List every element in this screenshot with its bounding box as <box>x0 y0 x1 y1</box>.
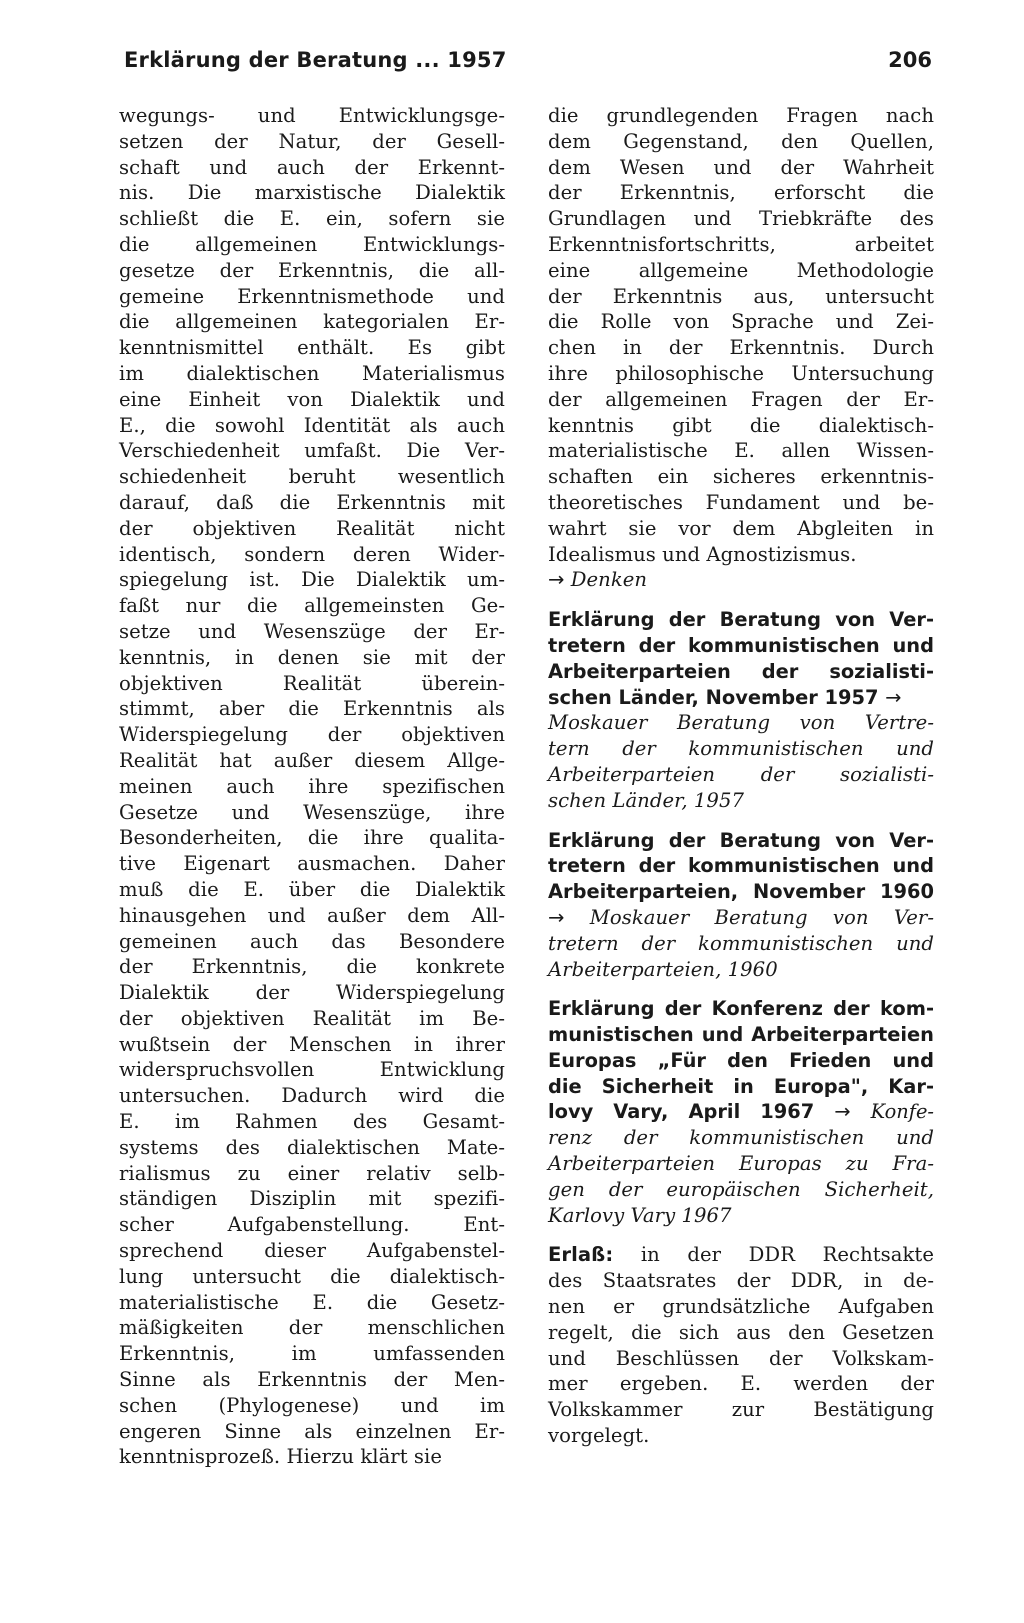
text-line: und Beschlüssen der Volkskam- <box>548 1346 934 1370</box>
entry-heading-line <box>548 1099 934 1125</box>
text-line: der allgemeinen Fragen der Er- <box>548 387 934 411</box>
text-line: die Rolle von Sprache und Zei- <box>548 310 934 334</box>
text-line: ständigen Disziplin mit spezifi- <box>119 1187 505 1211</box>
text-line: schließt die E. ein, sofern sie <box>119 207 505 231</box>
text-line: der objektiven Realität im Be- <box>119 1006 505 1030</box>
text-line: Verschiedenheit umfaßt. Die Ver- <box>119 439 505 463</box>
entry-heading-line <box>548 828 934 854</box>
left-column <box>119 103 505 1470</box>
text-line: faßt nur die allgemeinsten Ge- <box>119 594 505 618</box>
text-line: vorgelegt. <box>548 1424 650 1448</box>
cross-reference-target: tern der kommunistischen und <box>548 737 934 761</box>
text-line: die allgemeinen Entwicklungs- <box>119 232 505 256</box>
arrow-icon: → <box>548 568 565 592</box>
running-head: Erklärung der Beratung ... 1957 <box>124 48 507 72</box>
cross-reference-target: Arbeiterparteien, 1960 <box>548 957 778 981</box>
text-line: dem Wesen und der Wahrheit <box>548 155 934 179</box>
text-line: lung untersucht die dialektisch- <box>119 1264 505 1288</box>
text-line: Idealismus und Agnostizismus. <box>548 542 857 566</box>
entry-heading-text: Arbeiterparteien der sozialisti- <box>548 659 934 683</box>
text-line: theoretisches Fundament und be- <box>548 490 934 514</box>
text-line: schiedenheit beruht wesentlich <box>119 465 505 489</box>
dictionary-entry <box>548 1242 934 1448</box>
entry-heading-line <box>548 685 934 711</box>
entry-heading-line <box>548 853 934 879</box>
text-line: setzen der Natur, der Gesell- <box>119 129 505 153</box>
text-line: materialistische E. die Gesetz- <box>119 1290 505 1314</box>
text-line: gemeine Erkenntnismethode und <box>119 284 505 308</box>
cross-reference-line <box>548 736 934 762</box>
text-line: hinausgehen und außer dem All- <box>119 903 505 927</box>
entry-heading-text: munistischen und Arbeiterparteien <box>548 1023 934 1047</box>
text-line: stimmt, aber die Erkenntnis als <box>119 697 505 721</box>
entry-heading-text: tretern der kommunistischen und <box>548 633 934 657</box>
text-line: Realität hat außer diesem Allge- <box>119 748 505 772</box>
text-line: regelt, die sich aus den Gesetzen <box>548 1320 934 1344</box>
text-line: tive Eigenart ausmachen. Daher <box>119 852 505 876</box>
text-line: wegungs- und Entwicklungsge- <box>119 104 505 127</box>
text-line: systems des dialektischen Mate- <box>119 1135 505 1159</box>
cross-reference-target: Moskauer Beratung von Ver- <box>589 905 935 929</box>
right-column <box>548 103 934 1463</box>
text-line: mäßigkeiten der menschlichen <box>119 1316 505 1340</box>
text-line: objektiven Realität überein- <box>119 671 505 695</box>
cross-reference-line <box>548 710 934 736</box>
text-line: gemeinen auch das Besondere <box>119 929 505 953</box>
cross-reference-line <box>548 905 934 931</box>
text-line: Besonderheiten, die ihre qualita- <box>119 826 505 850</box>
arrow-icon: → <box>885 685 902 709</box>
page-number: 206 <box>888 48 932 72</box>
entry-heading-line <box>548 996 934 1022</box>
text-line: Grundlagen und Triebkräfte des <box>548 207 934 231</box>
text-line: kenntnis, in denen sie mit der <box>119 645 505 669</box>
text-line: ihre philosophische Untersuchung <box>548 361 934 385</box>
entry-heading-text: die Sicherheit in Europa", Kar- <box>548 1074 934 1098</box>
text-line: wußtsein der Menschen in ihrer <box>119 1032 505 1056</box>
text-line: eine allgemeine Methodologie <box>548 258 934 282</box>
cross-reference-target: renz der kommunistischen und <box>548 1126 934 1150</box>
text-line: der Erkenntnis, die konkrete <box>119 955 505 979</box>
text-line: schaften ein sicheres erkenntnis- <box>548 465 934 489</box>
entry-heading-line <box>548 633 934 659</box>
entry-text: in der DDR Rechtsakte <box>640 1243 934 1267</box>
text-line: meinen auch ihre spezifischen <box>119 774 505 798</box>
cross-reference-line <box>548 957 934 983</box>
text-line: Volkskammer zur Bestätigung <box>548 1398 934 1422</box>
text-line: Gesetze und Wesenszüge, ihre <box>119 800 505 824</box>
text-line: der Erkenntnis aus, untersucht <box>548 284 934 308</box>
text-line: nis. Die marxistische Dialektik <box>119 181 505 205</box>
cross-reference-target: Moskauer Beratung von Vertre- <box>548 711 934 735</box>
entry-heading-line <box>548 879 934 905</box>
text-line: spiegelung ist. Die Dialektik um- <box>119 568 505 592</box>
text-line: rialismus zu einer relativ selb- <box>119 1161 505 1185</box>
cross-reference-line <box>548 1151 934 1177</box>
text-line: setze und Wesenszüge der Er- <box>119 619 505 643</box>
entry-heading-text: Arbeiterparteien, November 1960 <box>548 880 934 904</box>
text-line: gesetze der Erkenntnis, die all- <box>119 258 505 282</box>
text-line: scher Aufgabenstellung. Ent- <box>119 1213 505 1237</box>
entry-heading-text: Europas „Für den Frieden und <box>548 1048 934 1072</box>
text-line: chen in der Erkenntnis. Durch <box>548 336 934 360</box>
cross-reference-target: tretern der kommunistischen und <box>548 931 934 955</box>
arrow-icon: → <box>548 905 565 929</box>
text-line: die allgemeinen kategorialen Er- <box>119 310 505 334</box>
entry-heading-text: schen Länder, November 1957 <box>548 685 879 709</box>
dictionary-entry <box>548 828 934 983</box>
cross-reference-line <box>548 1203 934 1229</box>
text-line: schaft und auch der Erkennt- <box>119 155 505 179</box>
cross-reference-line <box>548 788 934 814</box>
cross-reference-target: Denken <box>570 568 648 592</box>
entry-heading-line <box>548 1048 934 1074</box>
entry-heading-text: Erklärung der Beratung von Ver- <box>548 608 934 632</box>
text-line: Erkenntnis, im umfassenden <box>119 1342 505 1366</box>
entry-heading-text: tretern der kommunistischen und <box>548 854 934 878</box>
text-line: nen er grundsätzliche Aufgaben <box>548 1295 934 1319</box>
text-line: Dialektik der Widerspiegelung <box>119 981 505 1005</box>
dictionary-entry <box>548 607 934 813</box>
text-line: sprechend dieser Aufgabenstel- <box>119 1239 505 1263</box>
entry-heading-text: Erklärung der Beratung von Ver- <box>548 828 934 852</box>
continuation-block <box>548 103 934 593</box>
arrow-icon: → <box>834 1100 851 1124</box>
entry-heading-line <box>548 1022 934 1048</box>
entry-first-line <box>548 1242 934 1268</box>
text-line: E., die sowohl Identität als auch <box>119 413 505 437</box>
page-header <box>124 48 932 84</box>
entry-heading-text: lovy Vary, April 1967 <box>548 1100 815 1124</box>
text-line: des Staatsrates der DDR, in de- <box>548 1269 934 1293</box>
text-line: identisch, sondern deren Wider- <box>119 542 505 566</box>
text-line: materialistische E. allen Wissen- <box>548 439 934 463</box>
cross-reference-target: schen Länder, 1957 <box>548 788 744 812</box>
text-line: E. im Rahmen des Gesamt- <box>119 1110 505 1134</box>
cross-reference-target: Arbeiterparteien der sozialisti- <box>548 762 934 786</box>
text-line: engeren Sinne als einzelnen Er- <box>119 1419 505 1443</box>
text-line: kenntnis gibt die dialektisch- <box>548 413 934 437</box>
entry-headword: Erlaß: <box>548 1243 614 1267</box>
text-line: Sinne als Erkenntnis der Men- <box>119 1368 505 1392</box>
entry-heading-line <box>548 659 934 685</box>
cross-reference-line <box>548 1177 934 1203</box>
entry-heading-line <box>548 1074 934 1100</box>
text-line: muß die E. über die Dialektik <box>119 877 505 901</box>
cross-reference-line <box>548 762 934 788</box>
text-line: kenntnisprozeß. Hierzu klärt sie <box>119 1445 442 1469</box>
text-line: wahrt sie vor dem Abgleiten in <box>548 516 934 540</box>
entry-heading-line <box>548 607 934 633</box>
cross-reference-target: Arbeiterparteien Europas zu Fra- <box>548 1152 934 1176</box>
text-line: der Erkenntnis, erforscht die <box>548 181 934 205</box>
text-line: die grundlegenden Fragen nach <box>548 104 934 127</box>
text-line: eine Einheit von Dialektik und <box>119 387 505 411</box>
cross-reference-target: Konfe- <box>870 1100 934 1124</box>
cross-reference <box>548 567 934 593</box>
cross-reference-target: gen der europäischen Sicherheit, <box>548 1177 934 1201</box>
text-line: Erkenntnisfortschritts, arbeitet <box>548 232 934 256</box>
cross-reference-line <box>548 1125 934 1151</box>
text-line: widerspruchsvollen Entwicklung <box>119 1058 505 1082</box>
text-line: Widerspiegelung der objektiven <box>119 723 505 747</box>
text-line: kenntnismittel enthält. Es gibt <box>119 336 505 360</box>
text-line: im dialektischen Materialismus <box>119 361 505 385</box>
text-line: schen (Phylogenese) und im <box>119 1393 505 1417</box>
text-line: mer ergeben. E. werden der <box>548 1372 934 1396</box>
cross-reference-line <box>548 931 934 957</box>
cross-reference-target: Karlovy Vary 1967 <box>548 1203 732 1227</box>
text-line: darauf, daß die Erkenntnis mit <box>119 490 505 514</box>
entry-heading-text: Erklärung der Konferenz der kom- <box>548 997 934 1021</box>
text-line: dem Gegenstand, den Quellen, <box>548 129 934 153</box>
text-line: der objektiven Realität nicht <box>119 516 505 540</box>
text-line: untersuchen. Dadurch wird die <box>119 1084 505 1108</box>
dictionary-entry <box>548 996 934 1228</box>
